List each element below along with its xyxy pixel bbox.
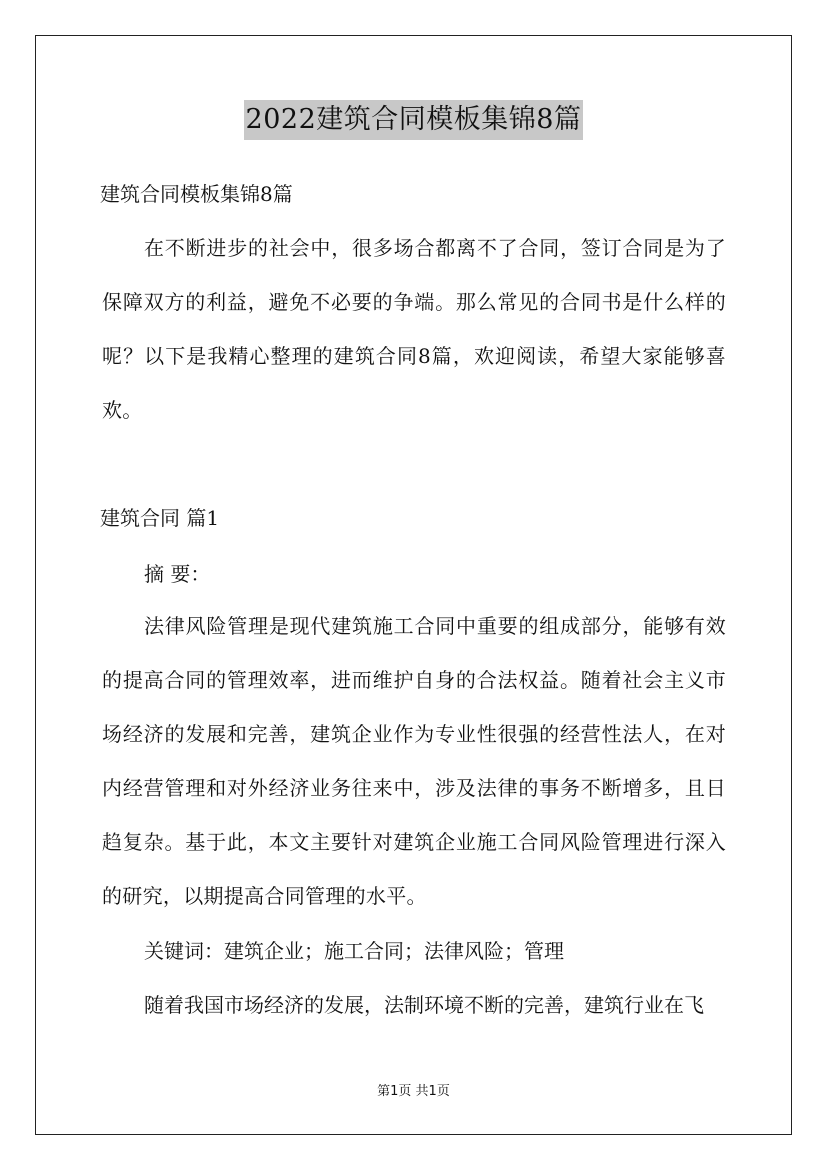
section-heading: 建筑合同 篇1 (100, 506, 220, 530)
body-paragraph-start: 随着我国市场经济的发展，法制环境不断的完善，建筑行业在飞 (144, 993, 704, 1017)
intro-paragraph: 在不断进步的社会中，很多场合都离不了合同，签订合同是为了保障双方的利益，避免不必要的争端。那么常见的合同书是什么样的呢？以下是我精心整理的建筑合同8篇，欢迎阅读，希望大家能够喜欢。 (102, 236, 726, 422)
document-title: 2022建筑合同模板集锦8篇 (244, 100, 584, 140)
page-footer: 第1页 共1页 (377, 1084, 450, 1099)
document-subtitle: 建筑合同模板集锦8篇 (100, 182, 293, 206)
keywords-line: 关键词：建筑企业；施工合同；法律风险；管理 (144, 939, 564, 963)
title-container (0, 100, 827, 140)
abstract-label: 摘 要： (144, 562, 211, 586)
abstract-paragraph: 法律风险管理是现代建筑施工合同中重要的组成部分，能够有效的提高合同的管理效率，进而维护自身的合法权益。随着社会主义市场经济的发展和完善，建筑企业作为专业性很强的经营性法人，在对内经营管理和对外经济业务往来中，涉及法律的事务不断增多，且日趋复杂。基于此，本文主要针对建筑企业施工合同风险管理进行深入的研究，以期提高合同管理的水平。 (102, 614, 726, 908)
